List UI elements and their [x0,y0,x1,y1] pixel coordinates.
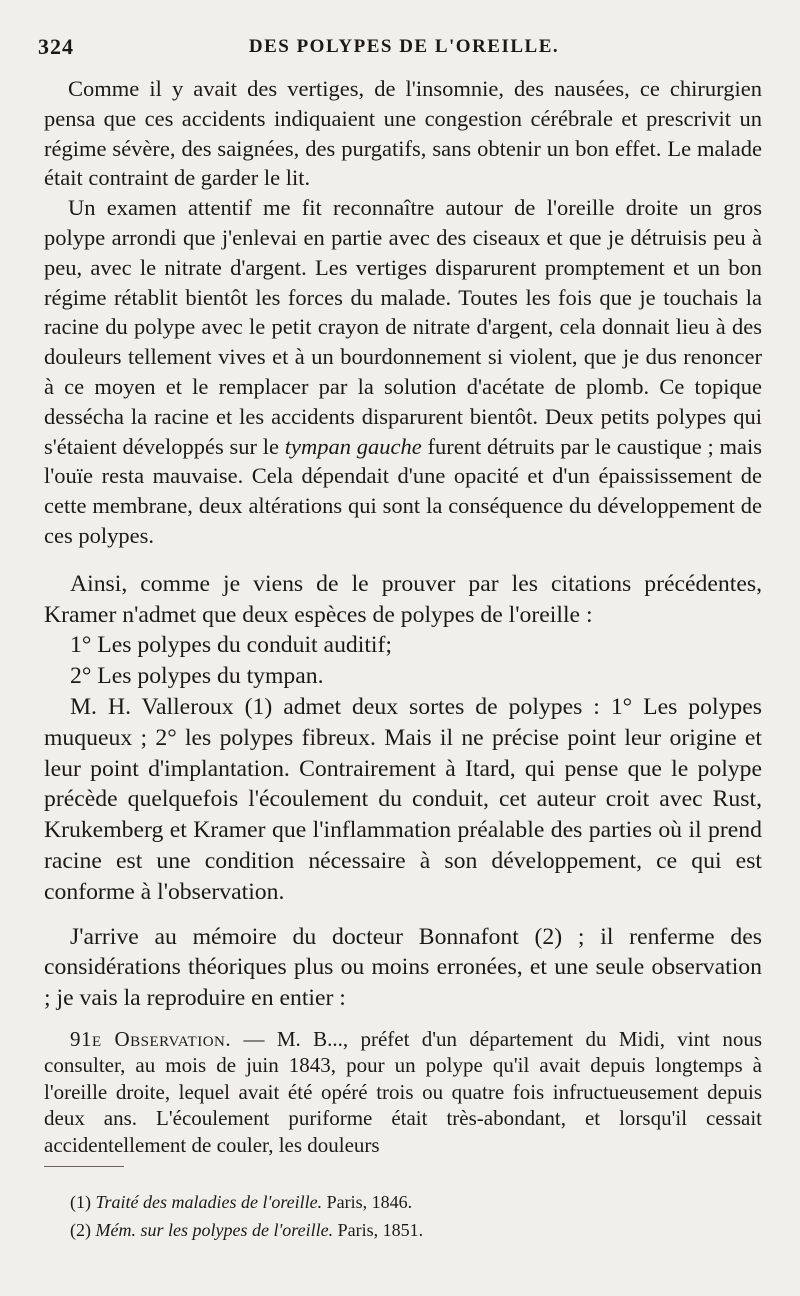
footnote-1 [70,1188,770,1216]
paragraph-2-text-b: furent détruits par le caustique ; mais l'ouïe resta mauvaise. Cela dépendait d'une opacité et d'un épaississement de cette membrane, deux altérations qui sont la conséquence du développement de ces polypes. [44,433,762,548]
paragraph-2-text-a: Un examen attentif me fit reconnaître autour de l'oreille droite un gros polype arrondi que j'enlevai en partie avec des ciseaux et que je détruisis peu à peu, avec le nitrate d'argent. Les vertiges disparurent promptement et un bon régime rétablit bientôt les forces du malade. Toutes les fois que je touchais la racine du polype avec le petit crayon de nitrate d'argent, cela donnait lieu à des douleurs tellement vives et à un bourdonnement si violent, que je dus renoncer à ce moyen et le remplacer par la solution d'acétate de plomb. Ce topique dessécha la racine et les accidents disparurent bientôt. Deux petits polypes qui s'étaient développés sur le [44,195,762,459]
paragraph-2-italic: tympan gauche [284,433,422,459]
paragraph-3: Ainsi, comme je viens de le prouver par les citations précédentes, Kramer n'admet que deux espèces de polypes de l'oreille : [44,570,762,628]
page-number: 324 [38,34,74,59]
page-header [38,34,770,62]
observation-label: 91e Observation. [70,1026,232,1051]
observation-paragraph [44,1026,762,1159]
body-text [44,74,762,1158]
footnote-1-mark: (1) [70,1192,91,1212]
footnote-2-rest: Paris, 1851. [333,1220,424,1240]
footnotes [70,1188,770,1244]
list-item-2: 2° Les polypes du tympan. [70,663,324,690]
footnote-rule [44,1166,124,1167]
paragraph-5: J'arrive au mémoire du docteur Bonnafont (2) ; il renferme des considérations théoriques plus ou moins erronées, et une seule observation ; je vais la reproduire en entier : [44,923,762,1012]
list-item-1: 1° Les polypes du conduit auditif; [70,632,392,659]
paragraph-1: Comme il y avait des vertiges, de l'insomnie, des nausées, ce chirurgien pensa que ces accidents indiquaient une congestion cérébrale et prescrivit un régime sévère, des saignées, des purgatifs, sans obtenir un bon effet. Le malade était contraint de garder le lit. [44,76,762,191]
observation-text: — M. B..., préfet d'un département du Midi, vint nous consulter, au mois de juin 1843, pour un polype qu'il avait depuis longtemps à l'oreille droite, lequel avait été opéré trois ou quatre fois infructueusement depuis deux ans. L'écoulement puriforme était très-abondant, et lorsqu'il cessait accidentellement de couler, les douleurs [44,1026,762,1157]
footnote-2-title: Mém. sur les polypes de l'oreille. [95,1220,334,1240]
footnote-1-title: Traité des maladies de l'oreille. [95,1192,323,1212]
footnote-2-mark: (2) [70,1220,91,1240]
paragraph-2 [44,193,762,551]
footnote-1-rest: Paris, 1846. [322,1192,413,1212]
footnote-2 [70,1216,770,1244]
running-head: DES POLYPES DE L'OREILLE. [248,36,560,57]
paragraph-4: M. H. Valleroux (1) admet deux sortes de polypes : 1° Les polypes muqueux ; 2° les polypes fibreux. Mais il ne précise point leur origine et leur point d'implantation. Contrairement à Itard, qui pense que le polype précède quelquefois l'écoulement du conduit, cet auteur croit avec Rust, Krukemberg et Kramer que l'inflammation préalable des parties où il prend racine est une condition nécessaire à son développement, ce qui est conforme à l'observation. [44,693,762,905]
